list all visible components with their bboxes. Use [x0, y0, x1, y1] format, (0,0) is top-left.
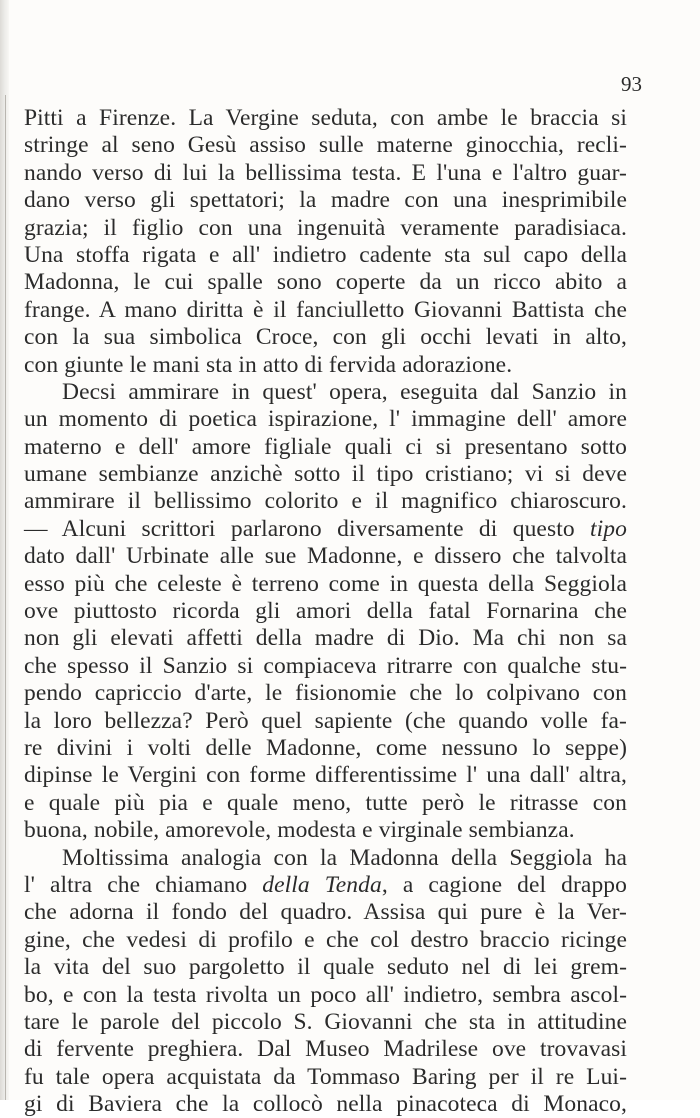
- text-line-content: di fervente preghiera. Dal Museo Madrilese ove trovavasi: [24, 1036, 627, 1063]
- text-line-content: pendo capriccio d'arte, le fisionomie che lo colpivano con: [24, 680, 627, 707]
- text-line: [24, 324, 627, 351]
- text-line: [24, 653, 627, 680]
- text-line-content: Una stoffa rigata e all' indietro cadente sta sul capo della: [24, 241, 627, 268]
- text-line-content: Pitti a Firenze. La Vergine seduta, con ambe le braccia si: [24, 105, 627, 131]
- text-line-content: che adorna il fondo del quadro. Assisa qui pure è la Ver-: [24, 899, 627, 926]
- page-number: 93: [621, 72, 642, 96]
- text-line: [24, 160, 627, 187]
- text-line-content: con la sua simbolica Croce, con gli occhi levati in alto,: [24, 324, 627, 351]
- text-line-content: Decsi ammirare in quest' opera, eseguita dal Sanzio in: [62, 378, 627, 405]
- text-line: [24, 598, 627, 625]
- text-line-content: un momento di poetica ispirazione, l' immagine dell' amore: [24, 406, 627, 433]
- text-line: [24, 954, 627, 981]
- text-line-content: dano verso gli spettatori; la madre con una inesprimibile: [24, 187, 627, 214]
- text-line-content: dato dall' Urbinate alle sue Madonne, e dissero che talvolta: [24, 543, 627, 570]
- italic-term: tipo: [590, 515, 627, 542]
- text-line: [24, 105, 627, 132]
- text-line-content: materno e dell' amore figliale quali ci si presentano sotto: [24, 433, 627, 460]
- text-line-content: buona, nobile, amorevole, modesta e virginale sembianza.: [24, 817, 575, 844]
- text-line-content: ove piuttosto ricorda gli amori della fatal Fornarina che: [24, 598, 627, 625]
- text-line-content: ammirare il bellissimo colorito e il magnifico chiaroscuro.: [24, 488, 627, 515]
- text-line-content: — Alcuni scrittori parlarono diversamente di questo: [24, 515, 591, 542]
- text-line: [24, 1009, 627, 1036]
- text-line: [24, 379, 627, 406]
- text-line: [24, 899, 627, 926]
- text-line: [24, 708, 627, 735]
- text-line: [24, 845, 627, 872]
- text-line-content: esso più che celeste è terreno come in questa della Seggiola: [24, 570, 627, 597]
- text-line-content: gi di Baviera che la collocò nella pinacoteca di Monaco,: [24, 1091, 627, 1118]
- text-line-content: re divini i volti delle Madonne, come nessuno lo seppe): [24, 734, 627, 761]
- text-line: [24, 735, 627, 762]
- text-line: [24, 982, 627, 1009]
- text-line-content: tare le parole del piccolo S. Giovanni che sta in attitudine: [24, 1008, 627, 1035]
- text-line-content: con giunte le mani sta in atto di fervida adorazione.: [24, 351, 513, 378]
- text-line: [24, 242, 627, 269]
- text-line: [24, 927, 627, 954]
- text-line-content: Moltissima analogia con la Madonna della Seggiola ha: [62, 844, 627, 871]
- text-line-content: frange. A mano diritta è il fanciulletto Giovanni Battista che: [24, 296, 627, 323]
- text-line: [24, 516, 627, 543]
- text-line: [24, 625, 627, 652]
- text-line: [24, 762, 627, 789]
- italic-term: della Tenda: [262, 871, 382, 898]
- body-text: [24, 105, 627, 1118]
- text-line: [24, 1091, 627, 1118]
- text-line: [24, 543, 627, 570]
- text-line-content: Madonna, le cui spalle sono coperte da un ricco abito a: [24, 269, 627, 296]
- text-line-content: la vita del suo pargoletto il quale seduto nel di lei grem-: [24, 954, 627, 981]
- text-line: [24, 269, 627, 296]
- text-line-content: fu tale opera acquistata da Tommaso Baring per il re Lui-: [24, 1063, 627, 1090]
- text-line: [24, 461, 627, 488]
- text-line: [24, 1064, 627, 1091]
- text-line: [24, 132, 627, 159]
- text-line-content: stringe al seno Gesù assiso sulle materne ginocchia, recli-: [24, 132, 627, 159]
- text-line-content: nando verso di lui la bellissima testa. E l'una e l'altro guar-: [24, 159, 627, 186]
- text-line: [24, 297, 627, 324]
- text-line: [24, 488, 627, 515]
- text-line: [24, 434, 627, 461]
- text-line-content: che spesso il Sanzio si compiaceva ritrarre con qualche stu-: [24, 652, 627, 679]
- text-line-content: grazia; il figlio con una ingenuità veramente paradisiaca.: [24, 214, 627, 241]
- text-line-content: bo, e con la testa rivolta un poco all' indietro, sembra ascol-: [24, 981, 627, 1008]
- text-line: [24, 571, 627, 598]
- text-line: [24, 187, 627, 214]
- text-line: [24, 215, 627, 242]
- text-line-content: gine, che vedesi di profilo e che col destro braccio ricinge: [24, 926, 627, 953]
- text-line-content: non gli elevati affetti della madre di Dio. Ma chi non sa: [24, 625, 627, 652]
- text-line: [24, 817, 627, 844]
- text-line-continuation: , a cagione del drappo: [381, 871, 627, 898]
- text-line-content: umane sembianze anzichè sotto il tipo cristiano; vi si deve: [24, 461, 627, 488]
- text-line-content: l' altra che chiamano: [24, 871, 263, 898]
- text-line: [24, 680, 627, 707]
- text-line-content: e quale più pia e quale meno, tutte però le ritrasse con: [24, 789, 627, 816]
- text-line-content: dipinse le Vergini con forme differentissime l' una dall' altra,: [24, 762, 627, 789]
- text-line: [24, 1036, 627, 1063]
- text-line: [24, 406, 627, 433]
- text-line: [24, 872, 627, 899]
- text-line: [24, 790, 627, 817]
- page-spine-edge: [5, 95, 6, 1100]
- text-line: [24, 352, 627, 379]
- text-line-content: la loro bellezza? Però quel sapiente (che quando volle fa-: [24, 707, 627, 734]
